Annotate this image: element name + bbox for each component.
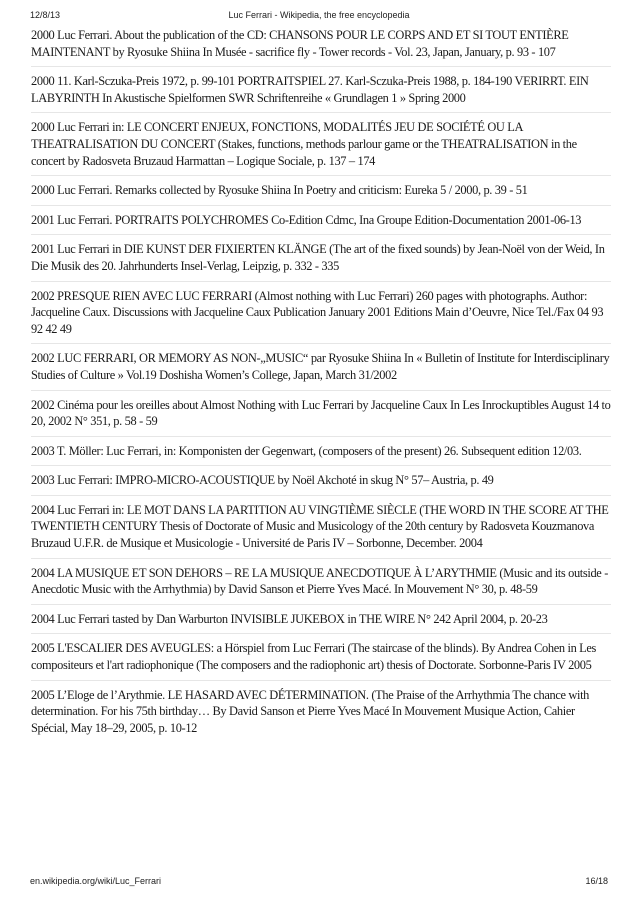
bibliography-entry: 2004 Luc Ferrari tasted by Dan Warburton INVISIBLE JUKEBOX in THE WIRE N° 242 April 2004, p. 20-23: [31, 611, 611, 635]
page-number: 16/18: [585, 876, 608, 886]
bibliography-entry: 2003 Luc Ferrari: IMPRO-MICRO-ACOUSTIQUE by Noël Akchoté in skug N° 57– Austria, p. 49: [31, 472, 611, 496]
page-title: Luc Ferrari - Wikipedia, the free encyclopedia: [228, 10, 410, 20]
bibliography-entry: 2005 L’Eloge de l’Arythmie. LE HASARD AVEC DÉTERMINATION. (The Praise of the Arrhythmia The chance with determination. For his 75th birthday… By David Sanson et Pierre Yves Macé In Mouvement Musique Action, Cahier Spécial, May 18–29, 2005, p. 10-12: [31, 687, 590, 735]
bibliography-entry: 2002 LUC FERRARI, OR MEMORY AS NON-„MUSIC“ par Ryosuke Shiina In « Bulletin of Institute for Interdisciplinary Studies of Culture » Vol.19 Doshisha Women’s College, Japan, March 31/2002: [31, 350, 611, 390]
bibliography-entry: 2004 Luc Ferrari in: LE MOT DANS LA PARTITION AU VINGTIÈME SIÈCLE (THE WORD IN THE SCORE AT THE TWENTIETH CENTURY Thesis of Doctorate of Music and Musicology of the 20th century by Radosveta Kouzmanova Bruzaud U.F.R. de Musique et Musicologie - Université de Paris IV – Sorbonne, December. 2004: [31, 502, 611, 559]
page-url: en.wikipedia.org/wiki/Luc_Ferrari: [30, 876, 162, 886]
bibliography-entry: 2001 Luc Ferrari in DIE KUNST DER FIXIERTEN KLÄNGE (The art of the fixed sounds) by Jean-Noël von der Weid, In Die Musik des 20. Jahrhunderts Insel-Verlag, Leipzig, p. 332 - 335: [31, 241, 611, 281]
bibliography-entry: 2004 LA MUSIQUE ET SON DEHORS – RE LA MUSIQUE ANECDOTIQUE À L’ARYTHMIE (Music and its outside - Anecdotic Music with the Arrhythmia) by David Sanson et Pierre Yves Macé. In Mouvement N° 30, p. 48-59: [31, 565, 611, 605]
print-footer: [30, 876, 608, 890]
bibliography-entry: 2000 Luc Ferrari. About the publication of the CD: CHANSONS POUR LE CORPS AND ET SI TOUT ENTIÈRE MAINTENANT by Ryosuke Shiina In Musée - sacrifice fly - Tower records - Vol. 23, Japan, January, p. 93 - 107: [31, 27, 611, 67]
bibliography-entry: 2002 Cinéma pour les oreilles about Almost Nothing with Luc Ferrari by Jacqueline Caux In Les Inrockuptibles August 14 to 20, 2002 N° 351, p. 58 - 59: [31, 397, 611, 437]
print-header: [30, 10, 608, 24]
bibliography-entry: 2005 L'ESCALIER DES AVEUGLES: a Hörspiel from Luc Ferrari (The staircase of the blinds). By Andrea Cohen in Les compositeurs et l'art radiophonique (The composers and the radiophonic art) thesis of Doctorate. Sorbonne-Paris IV 2005: [31, 640, 611, 680]
bibliography-entry: 2003 T. Möller: Luc Ferrari, in: Komponisten der Gegenwart, (composers of the present) 26. Subsequent edition 12/03.: [31, 443, 611, 467]
bibliography-list: [31, 27, 611, 748]
print-date: 12/8/13: [30, 10, 61, 20]
bibliography-entry: 2001 Luc Ferrari. PORTRAITS POLYCHROMES Co-Edition Cdmc, Ina Groupe Edition-Documentation 2001-06-13: [31, 212, 611, 236]
bibliography-entry: 2000 11. Karl-Sczuka-Preis 1972, p. 99-101 PORTRAITSPIEL 27. Karl-Sczuka-Preis 1988, p. 184-190 VERIRRT. EIN LABYRINTH In Akustische Spielformen SWR Schriftenreihe « Grundlagen 1 » Spring 2000: [31, 73, 611, 113]
bibliography-entry: 2002 PRESQUE RIEN AVEC LUC FERRARI (Almost nothing with Luc Ferrari) 260 pages with photographs. Author: Jacqueline Caux. Discussions with Jacqueline Caux Publication January 2001 Editions Main d’Oeuvre, Nice Tel./Fax 04 93 92 42 49: [31, 288, 611, 345]
bibliography-entry: 2000 Luc Ferrari. Remarks collected by Ryosuke Shiina In Poetry and criticism: Eureka 5 / 2000, p. 39 - 51: [31, 182, 611, 206]
bibliography-entry: 2000 Luc Ferrari in: LE CONCERT ENJEUX, FONCTIONS, MODALITÉS JEU DE SOCIÉTÉ OU LA THEATRALISATION DU CONCERT (Stakes, functions, methods parlour game or the THEATRALISATION in the concert by Radosveta Bruzaud Harmattan – Logique Sociale, p. 137 – 174: [31, 119, 611, 176]
